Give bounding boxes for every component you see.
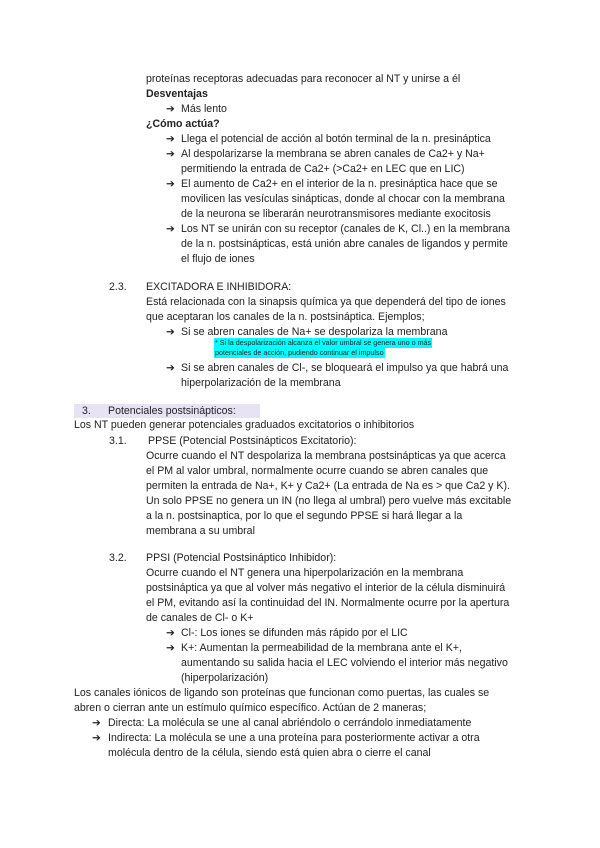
text-line: abren o cierran ante un estímulo químico específico. Actúan de 2 maneras;: [74, 702, 427, 714]
bullet-text: permitiendo la entrada de Ca2+ (>Ca2+ en LEC que en LIC): [181, 163, 465, 175]
arrow-icon: ➔: [166, 362, 175, 374]
text-line: que aceptaran los canales de la n. postsináptica. Ejemplos;: [146, 311, 425, 323]
bullet-text: El aumento de Ca2+ en el interior de la n. presináptica hace que se: [181, 178, 498, 190]
bullet-text: movilicen las vesículas sinápticas, donde al chocar con la membrana: [181, 193, 505, 205]
arrow-icon: ➔: [166, 103, 175, 115]
arrow-icon: ➔: [166, 627, 175, 639]
arrow-icon: ➔: [166, 133, 175, 145]
bullet-text: (hiperpolarización): [181, 672, 269, 684]
arrow-icon: ➔: [166, 148, 175, 160]
section-number: 3.1.: [109, 435, 127, 447]
section-number: 2.3.: [109, 281, 127, 293]
highlighted-note: potenciales de acción, pudiendo continuar el impulso: [215, 348, 384, 357]
bullet-text: hiperpolarización de la membrana: [181, 377, 341, 389]
highlighted-note: * Si la despolarización alcanza el valor umbral se genera uno o más: [215, 338, 432, 347]
text-line: postsináptica ya que al volver más negativo el interior de la célula disminuirá: [146, 582, 506, 594]
text-line: membrana a su umbral: [146, 525, 255, 537]
bullet-text: Indirecta: La molécula se une a una proteína para posteriormente activar a otra: [108, 732, 480, 744]
arrow-icon: ➔: [166, 326, 175, 338]
text-line: Está relacionada con la sinapsis química ya que dependerá del tipo de iones: [146, 296, 506, 308]
text-line: Ocurre cuando el NT despolariza la membrana postsinápticas ya que acerca: [146, 450, 506, 462]
text-line: Un solo PPSE no genera un IN (no llega al umbral) pero vuelve más excitable: [146, 495, 512, 507]
text-line: el PM, evitando así la continuidad del IN. Normalmente ocurre por la apertura: [146, 597, 510, 609]
text-line: el PM al valor umbral, normalmente ocurre cuando se abren canales que: [146, 465, 489, 477]
section-number: 3.: [82, 405, 91, 417]
arrow-icon: ➔: [166, 178, 175, 190]
bullet-text: el flujo de iones: [181, 253, 255, 265]
section-title: EXCITADORA E INHIBIDORA:: [146, 281, 292, 293]
bullet-text: de la neurona se liberarán neurotransmisores mediante exocitosis: [181, 208, 491, 220]
bullet-text: de la n. postsinápticas, está unión abre canales de ligandos y permite: [181, 238, 508, 250]
section-number: 3.2.: [109, 552, 127, 564]
text-line: de canales de Cl- o K+: [146, 612, 254, 624]
bullet-text: Llega el potencial de acción al botón terminal de la n. presináptica: [181, 133, 491, 145]
bullet-text: molécula dentro de la célula, siendo está quien abra o cierre el canal: [108, 747, 431, 759]
bullet-text: Más lento: [181, 103, 227, 115]
text-line: permiten la entrada de Na+, K+ y Ca2+ (La entrada de Na es > que Ca2 y K).: [146, 480, 510, 492]
text-line: proteínas receptoras adecuadas para reconocer al NT y unirse a él: [146, 73, 461, 85]
bullet-text: Al despolarizarse la membrana se abren canales de Ca2+ y Na+: [181, 148, 485, 160]
heading-desventajas: Desventajas: [146, 88, 208, 100]
arrow-icon: ➔: [166, 642, 175, 654]
heading-como-actua: ¿Cómo actúa?: [146, 118, 220, 130]
text-line: Los NT pueden generar potenciales graduados excitatorios o inhibitorios: [74, 419, 415, 431]
arrow-icon: ➔: [92, 732, 101, 744]
bullet-text: Cl-: Los iones se difunden más rápido por el LIC: [181, 627, 408, 639]
section-title: PPSI (Potencial Postsináptico Inhibidor):: [146, 552, 337, 564]
bullet-text: aumentando su salida hacia el LEC volviendo el interior más negativo: [181, 657, 508, 669]
bullet-text: Directa: La molécula se une al canal abriéndolo o cerrándolo inmediatamente: [108, 717, 472, 729]
text-line: Los canales iónicos de ligando son proteínas que funcionan como puertas, las cuales se: [74, 687, 490, 699]
section-title: PPSE (Potencial Postsinápticos Excitatorio):: [148, 435, 357, 447]
arrow-icon: ➔: [92, 717, 101, 729]
bullet-text: Si se abren canales de Na+ se despolariza la membrana: [181, 326, 448, 338]
bullet-text: Los NT se unirán con su receptor (canales de K, Cl..) en la membrana: [181, 223, 510, 235]
text-line: Ocurre cuando el NT genera una hiperpolarización en la membrana: [146, 567, 464, 579]
text-line: a la n. postsinaptica, por lo que el segundo PPSE si hará llegar a la: [146, 510, 463, 522]
section-title: Potenciales postsinápticos:: [108, 405, 236, 417]
bullet-text: K+: Aumentan la permeabilidad de la membrana ante el K+,: [181, 642, 462, 654]
arrow-icon: ➔: [166, 223, 175, 235]
bullet-text: Si se abren canales de Cl-, se bloqueará el impulso ya que habrá una: [181, 362, 509, 374]
